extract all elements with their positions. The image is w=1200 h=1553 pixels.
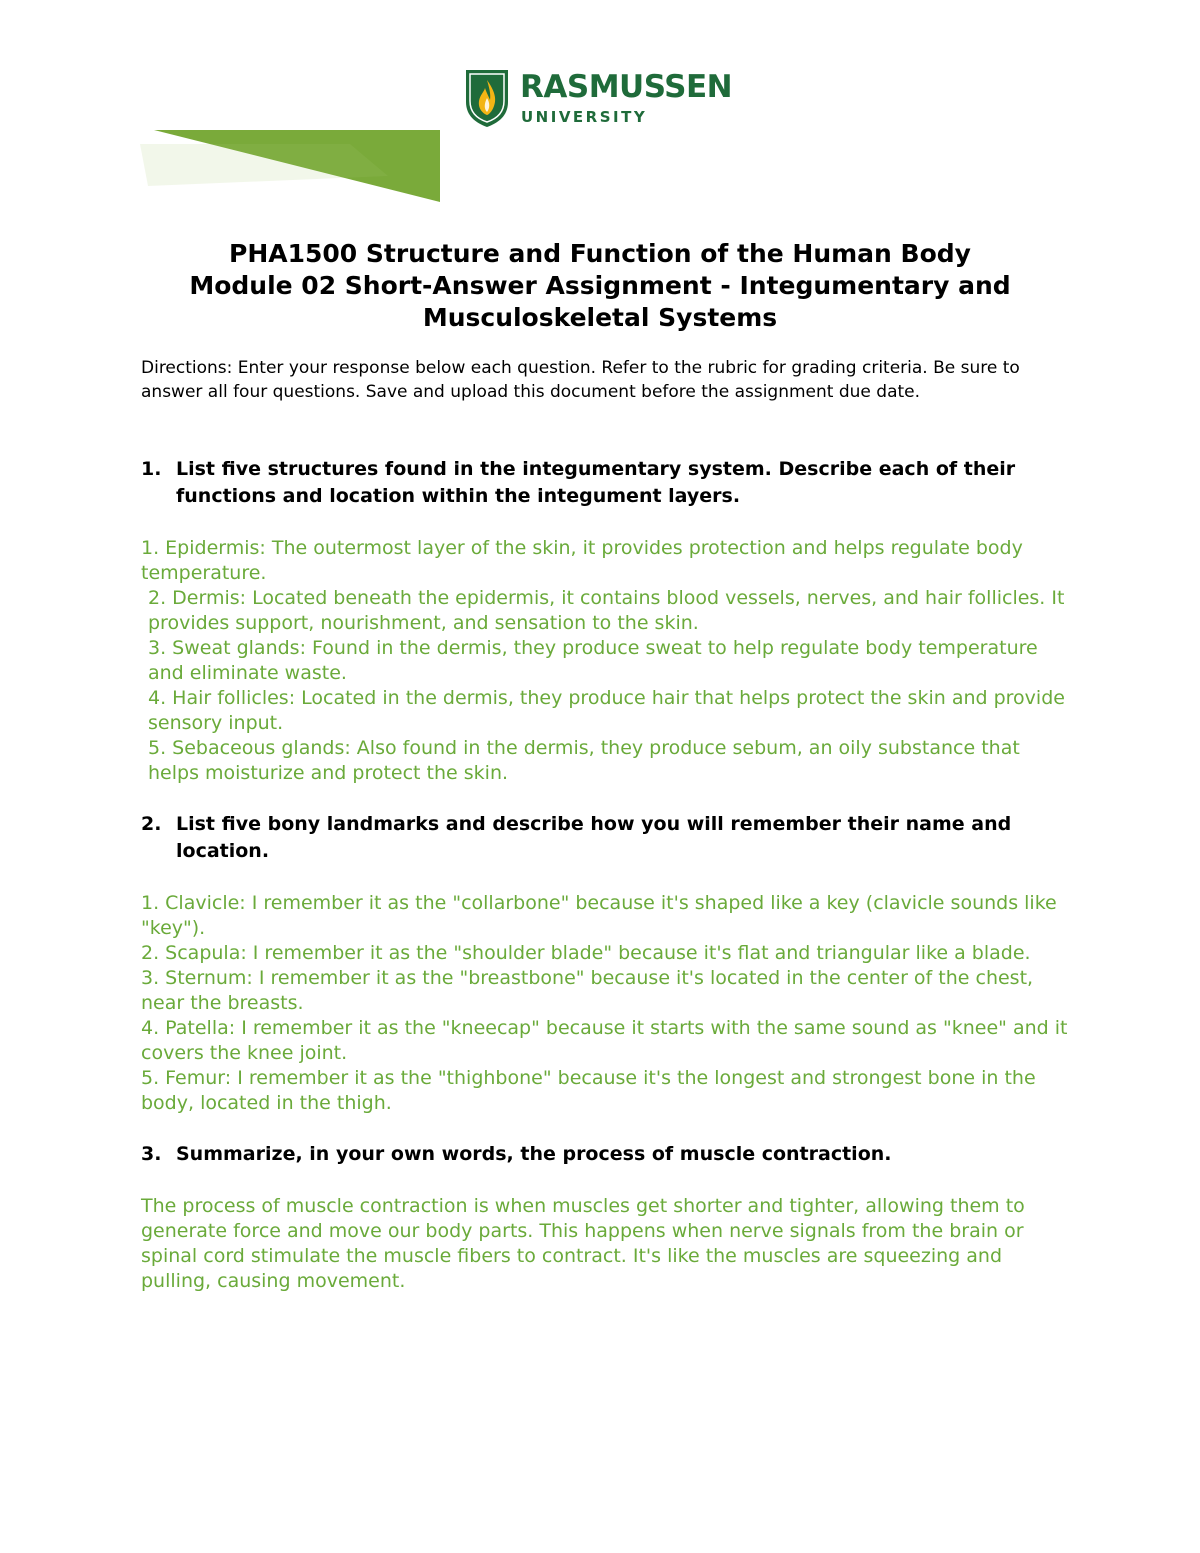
question-number: 2.: [141, 813, 162, 835]
question-2: [141, 811, 1071, 865]
answer-line: 1. Epidermis: The outermost layer of the skin, it provides protection and helps regulate body temperature.: [141, 537, 1023, 584]
answer-line: 4. Patella: I remember it as the "kneecap" because it starts with the same sound as "knee" and it covers the knee joint.: [141, 1017, 1068, 1064]
flame-shield-logo-icon: [464, 68, 510, 128]
answer-line: 2. Scapula: I remember it as the "shoulder blade" because it's flat and triangular like a blade.: [141, 942, 1031, 964]
title-line-2: Module 02 Short-Answer Assignment - Integumentary and: [189, 271, 1011, 300]
answer-line: The process of muscle contraction is when muscles get shorter and tighter, allowing them to generate force and move our body parts. This happens when nerve signals from the brain or spinal cord stimulate the muscle fibers to contract. It's like the muscles are squeezing and pulling, causing movement.: [141, 1195, 1025, 1292]
decorative-green-banner: [140, 126, 444, 206]
document-body: [141, 356, 1071, 1319]
answer-line: 4. Hair follicles: Located in the dermis, they produce hair that helps protect the skin and provide sensory input.: [148, 687, 1065, 734]
answer-line: 3. Sweat glands: Found in the dermis, they produce sweat to help regulate body temperature and eliminate waste.: [148, 637, 1038, 684]
answer-3: [141, 1194, 1071, 1294]
document-title: [100, 238, 1100, 334]
answer-line: 5. Femur: I remember it as the "thighbone" because it's the longest and strongest bone in the body, located in the thigh.: [141, 1067, 1036, 1114]
answer-line: 3. Sternum: I remember it as the "breastbone" because it's located in the center of the chest, near the breasts.: [141, 967, 1034, 1014]
question-1: [141, 456, 1071, 510]
question-text: Summarize, in your own words, the process of muscle contraction.: [176, 1143, 892, 1165]
title-line-1: PHA1500 Structure and Function of the Human Body: [229, 239, 971, 268]
answer-line: 1. Clavicle: I remember it as the "collarbone" because it's shaped like a key (clavicle sounds like "key").: [141, 892, 1057, 939]
title-line-3: Musculoskeletal Systems: [422, 303, 778, 332]
answer-line: 5. Sebaceous glands: Also found in the dermis, they produce sebum, an oily substance that helps moisturize and protect the skin.: [148, 737, 1020, 784]
university-logo: [464, 68, 744, 132]
answer-line: 2. Dermis: Located beneath the epidermis, it contains blood vessels, nerves, and hair follicles. It provides support, nourishment, and sensation to the skin.: [148, 587, 1065, 634]
question-text: List five bony landmarks and describe how you will remember their name and location.: [176, 813, 1012, 862]
logo-subtitle: UNIVERSITY: [521, 108, 648, 126]
question-text: List five structures found in the integumentary system. Describe each of their functions and location within the integument layers.: [176, 458, 1016, 507]
answer-1: [141, 536, 1071, 786]
question-3: [141, 1141, 1071, 1168]
question-number: 3.: [141, 1143, 162, 1165]
logo-wordmark: RASMUSSEN: [520, 69, 733, 105]
question-number: 1.: [141, 458, 162, 480]
directions-text: Directions: Enter your response below each question. Refer to the rubric for grading criteria. Be sure to answer all four questions. Save and upload this document before the assignment due date.: [141, 358, 1020, 402]
answer-2: [141, 891, 1071, 1116]
